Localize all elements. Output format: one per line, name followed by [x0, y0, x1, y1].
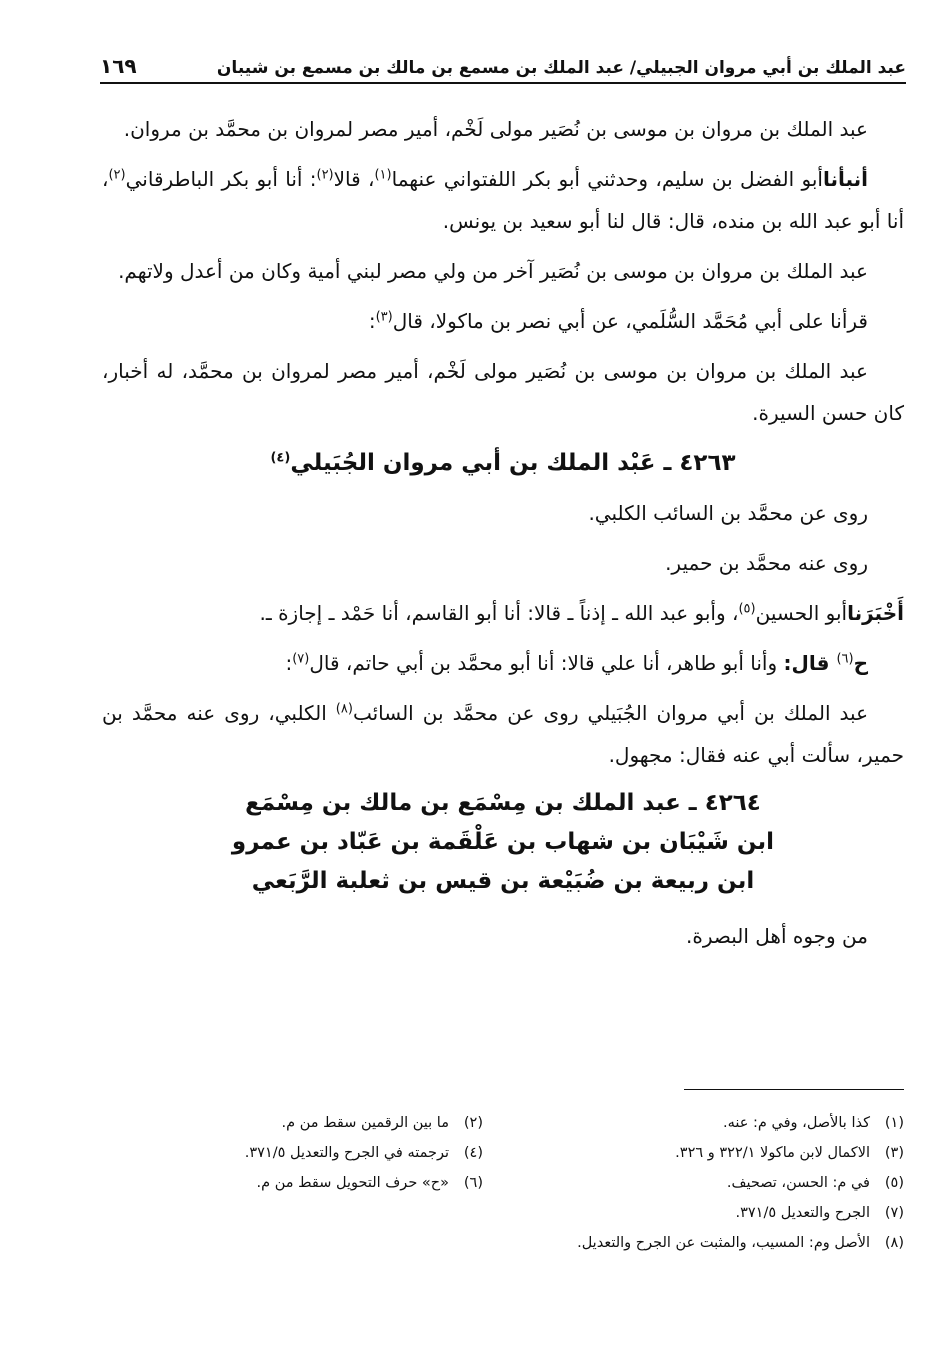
- entry-heading-line: ابن ربيعة بن ضُبَيْعة بن قيس بن ثعلبة الرَّبَعي: [251, 868, 755, 894]
- footnote-ref: (٥): [738, 601, 756, 617]
- paragraph-text: أبو الفضل بن سليم، وحدثني أبو بكر اللفتواني عنهما: [391, 167, 823, 191]
- footnote-text: الاكمال لابن ماكولا ٣٢٢/١ و ٣٢٦.: [675, 1145, 870, 1161]
- footnote-divider: [684, 1089, 904, 1090]
- paragraph-text: :: [285, 651, 293, 675]
- transmission-term: أنبأنا: [822, 167, 869, 191]
- paragraph-text: ، وأبو عبد الله ـ إذناً ـ قالا: أنا أبو القاسم، أنا حَمْد ـ إجازة ـ.: [259, 601, 739, 625]
- footnote-number: (٣): [884, 1145, 904, 1161]
- paragraph-text: ، أنا أبو عبد الله بن منده، قال: قال لنا أبو سعيد بن يونس.: [102, 167, 904, 233]
- footnote-ref: (٤): [270, 450, 291, 466]
- footnote-ref: (٨): [335, 701, 353, 717]
- footnote-number: (٤): [463, 1145, 483, 1161]
- transmission-term: أَخْبَرَنا: [847, 601, 904, 625]
- paragraph-text: عبد الملك بن أبي مروان الجُبَيلي روى عن محمَّد بن السائب: [352, 701, 868, 725]
- paragraph: [102, 642, 904, 684]
- paragraph-text: روى عنه محمَّد بن حمير.: [665, 551, 868, 575]
- header-title: عبد الملك بن أبي مروان الجبيلي/ عبد الملك بن مسمع بن مالك بن مسمع بن شيبان: [216, 58, 906, 78]
- tahwil-mark: ح: [853, 651, 868, 675]
- footnote-text: الجرح والتعديل ٣٧١/٥.: [735, 1205, 870, 1221]
- footnote: [102, 1168, 483, 1198]
- entry-heading-line: ٤٢٦٤ ـ عبد الملك بن مِسْمَع بن مالك بن مِسْمَع: [245, 790, 761, 816]
- footnote-number: (٧): [884, 1205, 904, 1221]
- footnote-ref: (٢): [108, 167, 126, 183]
- footnote-number: (٦): [463, 1175, 483, 1191]
- paragraph-text: :: [368, 309, 376, 333]
- footnote-text: ترجمته في الجرح والتعديل ٣٧١/٥.: [244, 1145, 449, 1161]
- footnote: [523, 1108, 904, 1138]
- footnote-number: (٢): [463, 1115, 483, 1131]
- footnote: [102, 1108, 483, 1138]
- footnote: [102, 1198, 904, 1228]
- footnote-text: «ح» حرف التحويل سقط من م.: [256, 1175, 449, 1191]
- footnotes: [102, 1108, 904, 1258]
- footnote: [102, 1138, 483, 1168]
- paragraph-text: عبد الملك بن مروان بن موسى بن نُصَير آخر من ولي مصر لبني أمية وكان من أعدل ولاتهم.: [118, 259, 868, 283]
- footnote-number: (٥): [884, 1175, 904, 1191]
- footnote-text: ما بين الرقمين سقط من م.: [281, 1115, 449, 1131]
- paragraph: [102, 592, 904, 634]
- paragraph-text: من وجوه أهل البصرة.: [686, 924, 868, 948]
- entry-heading: [102, 784, 904, 901]
- footnote-text: الأصل وم: المسيب، والمثبت عن الجرح والتعديل.: [577, 1235, 870, 1251]
- footnote-ref: (٣): [375, 309, 393, 325]
- footnote: [523, 1168, 904, 1198]
- footnote-ref: (٢): [316, 167, 334, 183]
- paragraph: [102, 542, 904, 584]
- running-header: [100, 38, 906, 84]
- footnote-text: كذا بالأصل، وفي م: عنه.: [723, 1115, 870, 1131]
- paragraph-text: أبو الحسين: [755, 601, 848, 625]
- paragraph: [102, 250, 904, 292]
- footnote-number: (٨): [884, 1235, 904, 1251]
- paragraph-text: الكلبي، روى عنه محمَّد بن حمير، سألت أبي عنه فقال: مجهول.: [102, 701, 904, 767]
- paragraph-text: : أنا أبو بكر الباطرقاني: [125, 167, 317, 191]
- footnote-text: في م: الحسن، تصحيف.: [726, 1175, 870, 1191]
- entry-heading-line: ابن شَيْبَان بن شهاب بن عَلْقَمة بن عَبّاد بن عمرو: [231, 829, 775, 855]
- paragraph-text: عبد الملك بن مروان بن موسى بن نُصَير مولى لَخْم، أمير مصر لمروان بن محمَّد، له أخبار، كان حسن السيرة.: [102, 359, 904, 425]
- paragraph-text: قرأنا على أبي مُحَمَّد السُّلَمي، عن أبي نصر بن ماكولا، قال: [392, 309, 868, 333]
- main-text: [102, 108, 904, 965]
- entry-heading: [102, 442, 904, 484]
- paragraph: [102, 300, 904, 342]
- footnote-ref: (٧): [292, 651, 310, 667]
- page-number: ١٦٩: [100, 54, 137, 78]
- paragraph: [102, 158, 904, 242]
- paragraph: [102, 492, 904, 534]
- footnote-number: (١): [884, 1115, 904, 1131]
- footnote-ref: (١): [374, 167, 392, 183]
- entry-heading-text: ٤٢٦٣ ـ عَبْد الملك بن أبي مروان الجُبَيلي: [290, 450, 736, 476]
- paragraph-text: عبد الملك بن مروان بن موسى بن نُصَير مولى لَخْم، أمير مصر لمروان بن محمَّد بن مروان.: [123, 117, 868, 141]
- paragraph-text: ، قالا: [333, 167, 375, 191]
- paragraph-text: وأنا أبو طاهر، أنا علي قالا: أنا أبو محمَّد بن أبي حاتم، قال: [309, 651, 784, 675]
- footnote-ref: (٦): [836, 651, 854, 667]
- paragraph-text: روى عن محمَّد بن السائب الكلبي.: [588, 501, 868, 525]
- footnote: [102, 1228, 904, 1258]
- paragraph: [102, 108, 904, 150]
- paragraph: [102, 350, 904, 434]
- transmission-term: قال:: [783, 651, 837, 675]
- paragraph: [102, 692, 904, 776]
- paragraph: [102, 915, 904, 957]
- footnote: [523, 1138, 904, 1168]
